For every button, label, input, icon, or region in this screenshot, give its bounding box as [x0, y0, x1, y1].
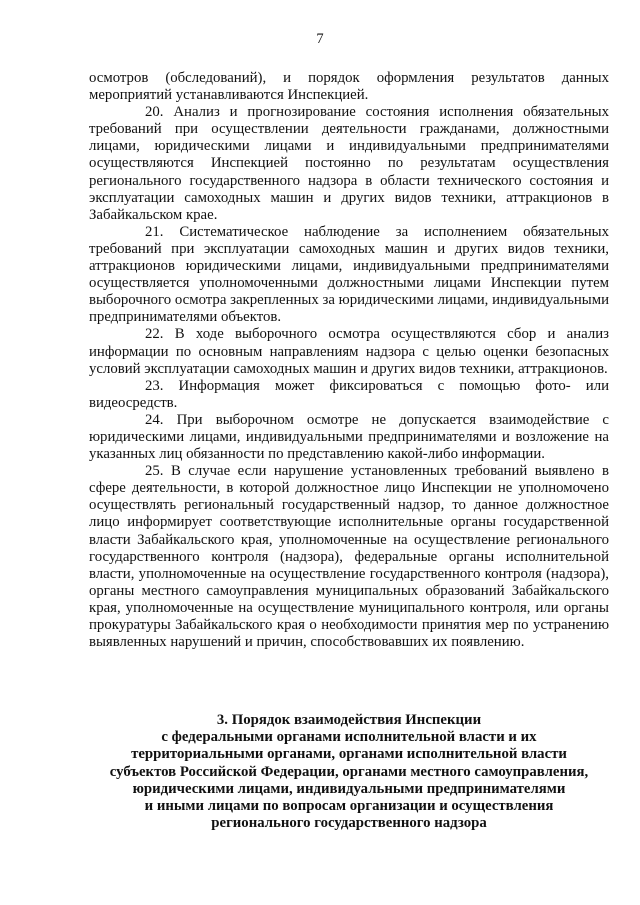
paragraph-22: 22. В ходе выборочного осмотра осуществляются сбор и анализ информации по основным направлениям надзора с целью оценки безопасных условий эксплуатации самоходных машин и других видов техники, аттракционов.: [89, 326, 609, 377]
heading-line: 3. Порядок взаимодействия Инспекции: [216, 712, 482, 728]
paragraph-25: 25. В случае если нарушение установленных требований выявлено в сфере деятельности, в которой должностное лицо Инспекции не уполномочено осуществлять региональный государственный надзор, то данное должностное лицо информирует соответствующие исполнительные органы государственной власти Забайкальского края, уполномоченные на осуществление регионального государственного контроля (надзора), федеральные органы исполнительной власти, уполномоченные на осуществление государственного контроля (надзора), органы местного самоуправления муниципальных образований Забайкальского края, уполномоченные на осуществление муниципального контроля, или органы прокуратуры Забайкальского края о необходимости принятия мер по устранению выявленных нарушений и причин, способствовавших их появлению.: [89, 463, 609, 651]
heading-line: и иными лицами по вопросам организации и осуществления: [144, 798, 554, 815]
paragraph-24: 24. При выборочном осмотре не допускается взаимодействие с юридическими лицами, индивидуальными предпринимателями и возложение на указанных лиц обязанности по представлению какой-либо информации.: [89, 411, 609, 463]
heading-line: субъектов Российской Федерации, органами местного самоуправления,: [109, 763, 589, 780]
page-number: 7: [316, 31, 324, 47]
document-body: [89, 70, 609, 651]
heading-line: регионального государственного надзора: [211, 815, 487, 832]
section-heading: [89, 712, 609, 832]
paragraph-23: 23. Информация может фиксироваться с помощью фото- или видеосредств.: [89, 377, 609, 411]
heading-line: территориальными органами, органами исполнительной власти: [131, 746, 567, 763]
heading-line: с федеральными органами исполнительной власти и их: [161, 729, 537, 746]
paragraph-continuation: осмотров (обследований), и порядок оформления результатов данных мероприятий устанавливаются Инспекцией.: [89, 70, 609, 104]
heading-line: юридическими лицами, индивидуальными предпринимателями: [132, 780, 566, 797]
paragraph-21: 21. Систематическое наблюдение за исполнением обязательных требований при эксплуатации самоходных машин и других видов техники, аттракционов юридическими лицами, индивидуальными предпринимателями осуществляется уполномоченными должностными лицами Инспекции путем выборочного осмотра закрепленных за юридическими лицами, индивидуальными предпринимателями объектов.: [89, 223, 609, 326]
paragraph-20: 20. Анализ и прогнозирование состояния исполнения обязательных требований при осуществлении деятельности гражданами, должностными лицами, юридическими лицами и индивидуальными предпринимателями осуществляются Инспекцией постоянно по результатам осуществления регионального государственного надзора в области технического состояния и эксплуатации самоходных машин и других видов техники, аттракционов в Забайкальском крае.: [89, 104, 609, 223]
